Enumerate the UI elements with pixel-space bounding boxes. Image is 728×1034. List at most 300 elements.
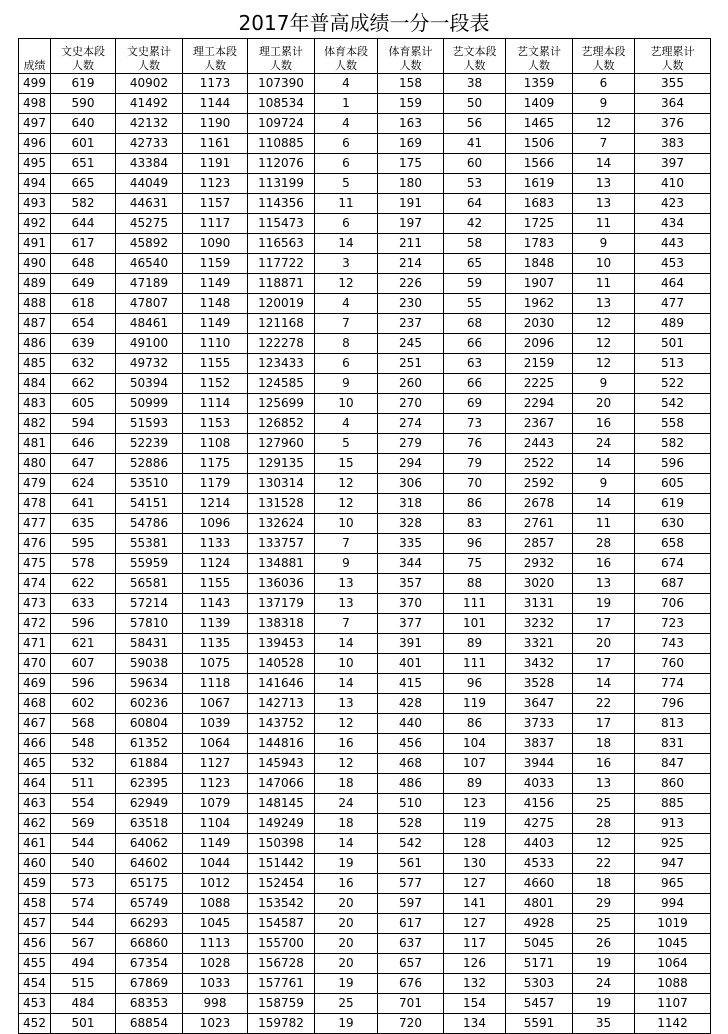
count-cell: 5591 [506, 1014, 573, 1034]
count-cell: 20 [315, 954, 378, 974]
count-cell: 144816 [248, 734, 315, 754]
count-cell: 1012 [183, 874, 248, 894]
count-cell: 127 [444, 914, 506, 934]
count-cell: 774 [635, 674, 711, 694]
count-cell: 107 [444, 754, 506, 774]
count-cell: 1409 [506, 94, 573, 114]
score-cell: 490 [19, 254, 51, 274]
count-cell: 156728 [248, 954, 315, 974]
count-cell: 12 [315, 494, 378, 514]
count-cell: 118871 [248, 274, 315, 294]
count-cell: 48461 [116, 314, 183, 334]
count-cell: 9 [573, 474, 635, 494]
score-cell: 498 [19, 94, 51, 114]
count-cell: 947 [635, 854, 711, 874]
count-cell: 1110 [183, 334, 248, 354]
count-cell: 597 [378, 894, 444, 914]
count-cell: 1962 [506, 294, 573, 314]
count-cell: 59634 [116, 674, 183, 694]
count-cell: 621 [51, 634, 116, 654]
count-cell: 743 [635, 634, 711, 654]
count-cell: 211 [378, 234, 444, 254]
score-cell: 470 [19, 654, 51, 674]
table-row [19, 74, 711, 94]
count-cell: 594 [51, 414, 116, 434]
count-cell: 3528 [506, 674, 573, 694]
count-cell: 116563 [248, 234, 315, 254]
count-cell: 1075 [183, 654, 248, 674]
table-row [19, 414, 711, 434]
count-cell: 55959 [116, 554, 183, 574]
count-cell: 60804 [116, 714, 183, 734]
count-cell: 2592 [506, 474, 573, 494]
count-cell: 1619 [506, 174, 573, 194]
count-cell: 75 [444, 554, 506, 574]
count-cell: 1088 [635, 974, 711, 994]
header-score: 成绩 [19, 39, 51, 74]
count-cell: 633 [51, 594, 116, 614]
count-cell: 1064 [183, 734, 248, 754]
table-row [19, 374, 711, 394]
count-cell: 191 [378, 194, 444, 214]
count-cell: 45892 [116, 234, 183, 254]
count-cell: 9 [315, 374, 378, 394]
score-cell: 485 [19, 354, 51, 374]
table-row [19, 654, 711, 674]
count-cell: 1153 [183, 414, 248, 434]
count-cell: 2225 [506, 374, 573, 394]
count-cell: 4 [315, 414, 378, 434]
count-cell: 58 [444, 234, 506, 254]
count-cell: 117722 [248, 254, 315, 274]
count-cell: 477 [635, 294, 711, 314]
count-cell: 230 [378, 294, 444, 314]
table-row [19, 354, 711, 374]
count-cell: 62949 [116, 794, 183, 814]
count-cell: 67354 [116, 954, 183, 974]
count-cell: 687 [635, 574, 711, 594]
count-cell: 13 [573, 574, 635, 594]
count-cell: 573 [51, 874, 116, 894]
count-cell: 376 [635, 114, 711, 134]
count-cell: 17 [573, 714, 635, 734]
count-cell: 11 [315, 194, 378, 214]
count-cell: 1088 [183, 894, 248, 914]
table-row [19, 714, 711, 734]
count-cell: 577 [378, 874, 444, 894]
count-cell: 464 [635, 274, 711, 294]
count-cell: 3837 [506, 734, 573, 754]
count-cell: 720 [378, 1014, 444, 1034]
count-cell: 513 [635, 354, 711, 374]
count-cell: 596 [51, 674, 116, 694]
count-cell: 542 [635, 394, 711, 414]
count-cell: 6 [315, 154, 378, 174]
page-title: 2017年普高成绩一分一段表 [238, 11, 490, 35]
count-cell: 197 [378, 214, 444, 234]
count-cell: 632 [51, 354, 116, 374]
count-cell: 60236 [116, 694, 183, 714]
score-cell: 496 [19, 134, 51, 154]
count-cell: 214 [378, 254, 444, 274]
count-cell: 4403 [506, 834, 573, 854]
count-cell: 125699 [248, 394, 315, 414]
count-cell: 89 [444, 634, 506, 654]
count-cell: 109724 [248, 114, 315, 134]
count-cell: 813 [635, 714, 711, 734]
count-cell: 657 [378, 954, 444, 974]
count-cell: 132 [444, 974, 506, 994]
count-cell: 12 [315, 714, 378, 734]
count-cell: 1179 [183, 474, 248, 494]
count-cell: 180 [378, 174, 444, 194]
count-cell: 344 [378, 554, 444, 574]
count-cell: 3232 [506, 614, 573, 634]
count-cell: 63 [444, 354, 506, 374]
count-cell: 141646 [248, 674, 315, 694]
count-cell: 59038 [116, 654, 183, 674]
count-cell: 10 [315, 394, 378, 414]
count-cell: 56581 [116, 574, 183, 594]
score-cell: 488 [19, 294, 51, 314]
table-row [19, 94, 711, 114]
count-cell: 567 [51, 934, 116, 954]
count-cell: 29 [573, 894, 635, 914]
score-cell: 457 [19, 914, 51, 934]
count-cell: 5303 [506, 974, 573, 994]
score-cell: 483 [19, 394, 51, 414]
score-cell: 499 [19, 74, 51, 94]
count-cell: 41492 [116, 94, 183, 114]
count-cell: 20 [573, 634, 635, 654]
count-cell: 65749 [116, 894, 183, 914]
count-cell: 1 [315, 94, 378, 114]
count-cell: 501 [635, 334, 711, 354]
count-cell: 66860 [116, 934, 183, 954]
score-cell: 495 [19, 154, 51, 174]
count-cell: 4275 [506, 814, 573, 834]
count-cell: 88 [444, 574, 506, 594]
count-cell: 662 [51, 374, 116, 394]
count-cell: 24 [573, 974, 635, 994]
header-ligong-segment: 理工本段 人数 [183, 39, 248, 74]
count-cell: 1149 [183, 314, 248, 334]
table-row [19, 934, 711, 954]
count-cell: 63518 [116, 814, 183, 834]
count-cell: 355 [635, 74, 711, 94]
count-cell: 66 [444, 374, 506, 394]
count-cell: 1064 [635, 954, 711, 974]
count-cell: 1067 [183, 694, 248, 714]
count-cell: 443 [635, 234, 711, 254]
count-cell: 1149 [183, 274, 248, 294]
count-cell: 18 [315, 814, 378, 834]
count-cell: 157761 [248, 974, 315, 994]
header-yili-segment: 艺理本段 人数 [573, 39, 635, 74]
count-cell: 998 [183, 994, 248, 1014]
count-cell: 49100 [116, 334, 183, 354]
count-cell: 1161 [183, 134, 248, 154]
count-cell: 86 [444, 714, 506, 734]
count-cell: 7 [573, 134, 635, 154]
count-cell: 12 [573, 334, 635, 354]
table-row [19, 314, 711, 334]
count-cell: 1028 [183, 954, 248, 974]
count-cell: 114356 [248, 194, 315, 214]
count-cell: 158 [378, 74, 444, 94]
count-cell: 70 [444, 474, 506, 494]
count-cell: 175 [378, 154, 444, 174]
count-cell: 13 [573, 774, 635, 794]
count-cell: 122278 [248, 334, 315, 354]
count-cell: 7 [315, 614, 378, 634]
score-cell: 455 [19, 954, 51, 974]
count-cell: 391 [378, 634, 444, 654]
count-cell: 73 [444, 414, 506, 434]
count-cell: 226 [378, 274, 444, 294]
table-row [19, 954, 711, 974]
count-cell: 370 [378, 594, 444, 614]
table-row [19, 234, 711, 254]
count-cell: 1114 [183, 394, 248, 414]
count-cell: 132624 [248, 514, 315, 534]
count-cell: 123433 [248, 354, 315, 374]
count-cell: 151442 [248, 854, 315, 874]
count-cell: 110885 [248, 134, 315, 154]
table-row [19, 294, 711, 314]
count-cell: 16 [573, 754, 635, 774]
count-cell: 52886 [116, 454, 183, 474]
count-cell: 62395 [116, 774, 183, 794]
count-cell: 42 [444, 214, 506, 234]
table-row [19, 754, 711, 774]
count-cell: 7 [315, 534, 378, 554]
count-cell: 494 [51, 954, 116, 974]
score-cell: 452 [19, 1014, 51, 1034]
score-cell: 478 [19, 494, 51, 514]
count-cell: 26 [573, 934, 635, 954]
count-cell: 1848 [506, 254, 573, 274]
count-cell: 50 [444, 94, 506, 114]
count-cell: 328 [378, 514, 444, 534]
table-row [19, 734, 711, 754]
count-cell: 468 [378, 754, 444, 774]
count-cell: 723 [635, 614, 711, 634]
count-cell: 540 [51, 854, 116, 874]
table-row [19, 794, 711, 814]
count-cell: 49732 [116, 354, 183, 374]
count-cell: 484 [51, 994, 116, 1014]
count-cell: 1033 [183, 974, 248, 994]
table-row [19, 574, 711, 594]
count-cell: 16 [315, 734, 378, 754]
count-cell: 558 [635, 414, 711, 434]
count-cell: 622 [51, 574, 116, 594]
count-cell: 58431 [116, 634, 183, 654]
count-cell: 619 [51, 74, 116, 94]
count-cell: 111 [444, 654, 506, 674]
score-cell: 493 [19, 194, 51, 214]
count-cell: 619 [635, 494, 711, 514]
count-cell: 3020 [506, 574, 573, 594]
score-cell: 461 [19, 834, 51, 854]
count-cell: 66293 [116, 914, 183, 934]
count-cell: 1214 [183, 494, 248, 514]
count-cell: 434 [635, 214, 711, 234]
count-cell: 544 [51, 914, 116, 934]
count-cell: 1359 [506, 74, 573, 94]
count-cell: 1135 [183, 634, 248, 654]
count-cell: 1725 [506, 214, 573, 234]
count-cell: 64062 [116, 834, 183, 854]
count-cell: 16 [573, 414, 635, 434]
count-cell: 10 [573, 254, 635, 274]
count-cell: 56 [444, 114, 506, 134]
count-cell: 126 [444, 954, 506, 974]
count-cell: 415 [378, 674, 444, 694]
count-cell: 44049 [116, 174, 183, 194]
count-cell: 1506 [506, 134, 573, 154]
count-cell: 4156 [506, 794, 573, 814]
count-cell: 595 [51, 534, 116, 554]
count-cell: 605 [51, 394, 116, 414]
score-cell: 468 [19, 694, 51, 714]
count-cell: 153542 [248, 894, 315, 914]
count-cell: 1117 [183, 214, 248, 234]
count-cell: 1152 [183, 374, 248, 394]
count-cell: 139453 [248, 634, 315, 654]
count-cell: 104 [444, 734, 506, 754]
count-cell: 2294 [506, 394, 573, 414]
count-cell: 377 [378, 614, 444, 634]
table-row [19, 914, 711, 934]
count-cell: 19 [573, 954, 635, 974]
count-cell: 123 [444, 794, 506, 814]
count-cell: 885 [635, 794, 711, 814]
table-row [19, 194, 711, 214]
count-cell: 648 [51, 254, 116, 274]
table-row [19, 174, 711, 194]
count-cell: 3432 [506, 654, 573, 674]
count-cell: 1045 [183, 914, 248, 934]
count-cell: 2096 [506, 334, 573, 354]
score-cell: 460 [19, 854, 51, 874]
count-cell: 9 [573, 234, 635, 254]
count-cell: 306 [378, 474, 444, 494]
table-row [19, 154, 711, 174]
count-cell: 2159 [506, 354, 573, 374]
count-cell: 163 [378, 114, 444, 134]
count-cell: 2678 [506, 494, 573, 514]
count-cell: 13 [573, 194, 635, 214]
count-cell: 54151 [116, 494, 183, 514]
count-cell: 159782 [248, 1014, 315, 1034]
score-cell: 453 [19, 994, 51, 1014]
count-cell: 10 [315, 654, 378, 674]
count-cell: 665 [51, 174, 116, 194]
score-cell: 467 [19, 714, 51, 734]
count-cell: 42733 [116, 134, 183, 154]
score-cell: 475 [19, 554, 51, 574]
count-cell: 601 [51, 134, 116, 154]
header-yili-cumulative: 艺理累计 人数 [635, 39, 711, 74]
count-cell: 2367 [506, 414, 573, 434]
score-table [18, 38, 711, 1034]
score-cell: 487 [19, 314, 51, 334]
score-cell: 473 [19, 594, 51, 614]
count-cell: 1133 [183, 534, 248, 554]
count-cell: 113199 [248, 174, 315, 194]
count-cell: 605 [635, 474, 711, 494]
count-cell: 1142 [635, 1014, 711, 1034]
count-cell: 630 [635, 514, 711, 534]
count-cell: 127960 [248, 434, 315, 454]
score-cell: 484 [19, 374, 51, 394]
count-cell: 50999 [116, 394, 183, 414]
count-cell: 2761 [506, 514, 573, 534]
count-cell: 14 [315, 634, 378, 654]
count-cell: 5457 [506, 994, 573, 1014]
count-cell: 12 [315, 754, 378, 774]
count-cell: 10 [315, 514, 378, 534]
count-cell: 245 [378, 334, 444, 354]
score-cell: 469 [19, 674, 51, 694]
header-tiyu-cumulative: 体育累计 人数 [378, 39, 444, 74]
table-row [19, 634, 711, 654]
count-cell: 423 [635, 194, 711, 214]
table-row [19, 134, 711, 154]
count-cell: 9 [573, 374, 635, 394]
count-cell: 994 [635, 894, 711, 914]
count-cell: 4 [315, 114, 378, 134]
score-cell: 476 [19, 534, 51, 554]
table-row [19, 854, 711, 874]
count-cell: 126852 [248, 414, 315, 434]
count-cell: 510 [378, 794, 444, 814]
count-cell: 121168 [248, 314, 315, 334]
table-row [19, 334, 711, 354]
count-cell: 24 [315, 794, 378, 814]
count-cell: 154 [444, 994, 506, 1014]
count-cell: 134 [444, 1014, 506, 1034]
count-cell: 19 [573, 994, 635, 1014]
count-cell: 647 [51, 454, 116, 474]
count-cell: 4 [315, 294, 378, 314]
count-cell: 152454 [248, 874, 315, 894]
count-cell: 145943 [248, 754, 315, 774]
count-cell: 428 [378, 694, 444, 714]
count-cell: 65 [444, 254, 506, 274]
score-cell: 481 [19, 434, 51, 454]
count-cell: 646 [51, 434, 116, 454]
count-cell: 1044 [183, 854, 248, 874]
count-cell: 4 [315, 74, 378, 94]
count-cell: 1148 [183, 294, 248, 314]
count-cell: 35 [573, 1014, 635, 1034]
count-cell: 1465 [506, 114, 573, 134]
count-cell: 410 [635, 174, 711, 194]
score-cell: 464 [19, 774, 51, 794]
count-cell: 14 [573, 674, 635, 694]
score-cell: 458 [19, 894, 51, 914]
count-cell: 440 [378, 714, 444, 734]
count-cell: 335 [378, 534, 444, 554]
header-yiwen-segment: 艺文本段 人数 [444, 39, 506, 74]
count-cell: 19 [315, 1014, 378, 1034]
table-row [19, 494, 711, 514]
count-cell: 46540 [116, 254, 183, 274]
count-cell: 1783 [506, 234, 573, 254]
